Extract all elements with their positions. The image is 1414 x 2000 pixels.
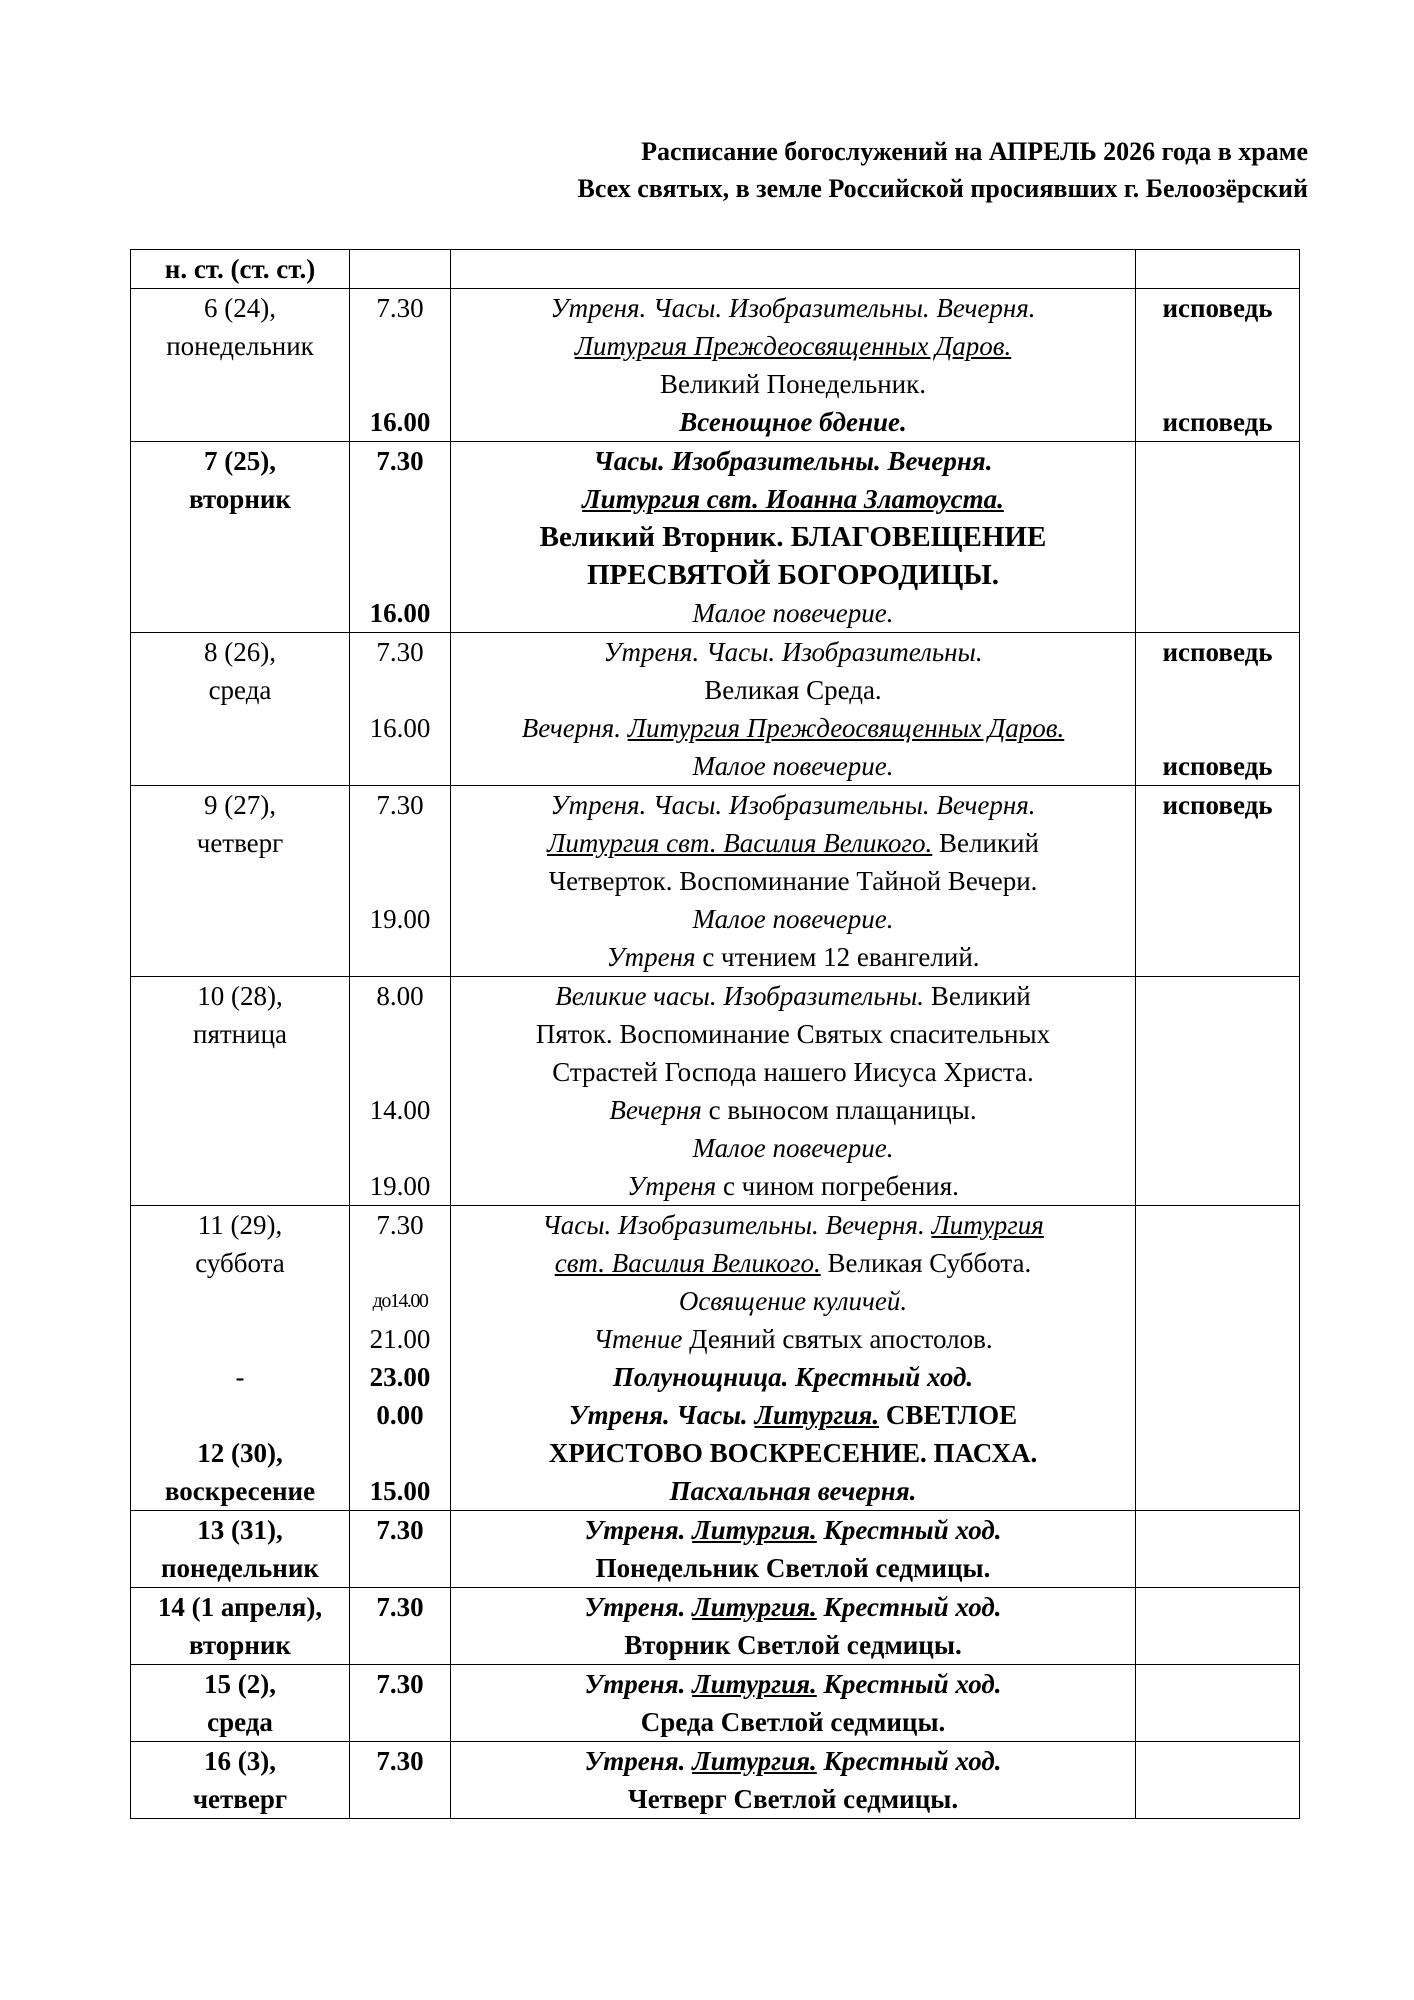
service-cell: [451, 1588, 1136, 1665]
time-line: [350, 862, 450, 900]
service-text: Утреня: [606, 942, 696, 972]
service-text: Часы. Изобразительны. Вечерня.: [593, 446, 993, 476]
service-text: Малое повечерие.: [692, 904, 894, 934]
service-text: Утреня. Часы. Изобразительны. Вечерня.: [550, 293, 1036, 323]
note-line: [1136, 1549, 1299, 1587]
note-cell: [1136, 1588, 1300, 1665]
time-line: до14.00: [372, 1290, 428, 1312]
note-line: [1136, 824, 1299, 862]
date-line: пятница: [193, 1019, 287, 1049]
service-text: Часы. Изобразительны. Вечерня.: [542, 1210, 932, 1240]
note-line: [1136, 1396, 1299, 1434]
time-line: 7.30: [376, 1515, 424, 1545]
date-line: 14 (1 апреля),: [157, 1592, 323, 1622]
time-line: [350, 556, 450, 594]
service-text: Крестный ход.: [816, 1515, 1002, 1545]
date-line: [131, 1053, 349, 1091]
date-line: 15 (2),: [204, 1669, 276, 1699]
note-line: [1136, 1206, 1299, 1244]
service-text: Великие часы. Изобразительны.: [555, 981, 925, 1011]
service-line: [451, 1434, 1135, 1472]
note-line: [1136, 1167, 1299, 1205]
service-line: [451, 1053, 1135, 1091]
note-line: [1136, 594, 1299, 632]
date-cell: [131, 1206, 350, 1511]
date-line: [131, 1320, 349, 1358]
note-cell: [1136, 1742, 1300, 1819]
note-line: [1136, 1472, 1299, 1510]
service-text: Полунощница. Крестный ход.: [612, 1362, 974, 1392]
time-line: [350, 480, 450, 518]
table-row: [131, 1742, 1300, 1819]
schedule-title: [577, 133, 1308, 207]
service-line: [451, 1742, 1135, 1780]
service-text: Освящение куличей.: [678, 1286, 908, 1316]
date-line: суббота: [195, 1248, 285, 1278]
note-line: [1136, 1091, 1299, 1129]
time-line: [350, 365, 450, 403]
time-line: 0.00: [376, 1400, 424, 1430]
service-cell: [451, 786, 1136, 977]
time-cell: [350, 1588, 451, 1665]
service-line: [451, 1396, 1135, 1434]
time-line: [350, 518, 450, 556]
date-cell: [131, 442, 350, 633]
time-cell: [350, 786, 451, 977]
note-line: [1136, 480, 1299, 518]
schedule-table: [130, 249, 1300, 1819]
date-cell: [131, 1588, 350, 1665]
time-line: [350, 1434, 450, 1472]
time-line: 7.30: [376, 637, 424, 667]
date-line: [131, 900, 349, 938]
note-line: [1136, 365, 1299, 403]
date-line: [131, 862, 349, 900]
service-line: [451, 1358, 1135, 1396]
date-line: [131, 518, 349, 556]
service-text: Литургия свт. Иоанна Златоуста.: [582, 484, 1004, 514]
date-line: четверг: [192, 1784, 288, 1814]
time-line: 16.00: [369, 598, 431, 628]
note-cell: [1136, 442, 1300, 633]
service-cell: [451, 633, 1136, 786]
service-text: Литургия Преждеосвященных Даров.: [627, 713, 1065, 743]
date-line: [131, 747, 349, 785]
time-cell: [350, 1206, 451, 1511]
service-text: Утреня.: [584, 1515, 693, 1545]
date-line: [131, 1091, 349, 1129]
service-line: [451, 1703, 1135, 1741]
time-line: [350, 938, 450, 976]
service-text: Вечерня: [609, 1095, 702, 1125]
title-line-1: Расписание богослужений на АПРЕЛЬ 2026 года в храме: [641, 137, 1308, 166]
service-text: Утреня. Часы.: [568, 1400, 755, 1430]
time-cell: [350, 442, 451, 633]
note-line: [1136, 1434, 1299, 1472]
service-line: [451, 403, 1135, 441]
date-line: [131, 365, 349, 403]
date-cell: [131, 786, 350, 977]
service-line: [451, 480, 1135, 518]
date-cell: [131, 289, 350, 442]
note-line: [1136, 1665, 1299, 1703]
table-row: [131, 1511, 1300, 1588]
service-line: [451, 365, 1135, 403]
service-line: [451, 1549, 1135, 1587]
date-line: вторник: [188, 484, 291, 514]
service-text: Утреня.: [584, 1669, 693, 1699]
note-line: [1136, 1015, 1299, 1053]
note-cell: [1136, 977, 1300, 1206]
service-line: [451, 747, 1135, 785]
table-row: [131, 1588, 1300, 1665]
date-line: [131, 403, 349, 441]
note-line: [1136, 977, 1299, 1015]
service-text: Среда Светлой седмицы.: [640, 1707, 946, 1737]
date-cell: [131, 1665, 350, 1742]
note-line: [1136, 1703, 1299, 1741]
service-line: [451, 442, 1135, 480]
time-cell: [350, 633, 451, 786]
service-text: Литургия.: [692, 1746, 817, 1776]
service-line: [451, 633, 1135, 671]
date-line: 12 (30),: [197, 1438, 283, 1468]
note-cell: [1136, 1206, 1300, 1511]
time-cell: [350, 289, 451, 442]
note-line: [1136, 1511, 1299, 1549]
service-line: [451, 1665, 1135, 1703]
table-row: [131, 442, 1300, 633]
service-text: Малое повечерие.: [692, 751, 894, 781]
date-line: 16 (3),: [204, 1746, 276, 1776]
time-line: 7.30: [376, 1669, 424, 1699]
service-text: Крестный ход.: [816, 1592, 1002, 1622]
time-line: 8.00: [376, 981, 424, 1011]
time-line: [350, 1244, 450, 1282]
time-line: [350, 1549, 450, 1587]
service-line: [451, 671, 1135, 709]
date-line: 11 (29),: [197, 1210, 283, 1240]
time-line: [350, 1015, 450, 1053]
date-line: 7 (25),: [204, 446, 276, 476]
time-line: 7.30: [376, 446, 424, 476]
date-line: [131, 938, 349, 976]
service-text: Литургия.: [754, 1400, 880, 1430]
time-line: 7.30: [376, 1592, 424, 1622]
date-line: 13 (31),: [197, 1515, 283, 1545]
table-row: [131, 1665, 1300, 1742]
service-text: Понедельник Светлой седмицы.: [595, 1553, 991, 1583]
date-line: вторник: [188, 1630, 291, 1660]
service-text: Великий Понедельник.: [659, 369, 927, 399]
time-line: 14.00: [369, 1095, 431, 1125]
service-text: Утреня. Часы. Изобразительны.: [603, 637, 983, 667]
note-line: [1136, 1588, 1299, 1626]
time-cell: [350, 1742, 451, 1819]
date-cell: [131, 977, 350, 1206]
service-line: [451, 1282, 1135, 1320]
service-line: [451, 556, 1135, 594]
note-line: [1136, 518, 1299, 556]
service-line: [451, 1206, 1135, 1244]
table-row: [131, 786, 1300, 977]
header-service-cell: [451, 250, 1136, 289]
service-text: Литургия.: [692, 1592, 817, 1622]
note-line: [1136, 938, 1299, 976]
date-line: [131, 1167, 349, 1205]
service-text: с чтением 12 евангелий.: [695, 942, 980, 972]
date-line: среда: [207, 1707, 273, 1737]
note-line: [1136, 671, 1299, 709]
note-cell: [1136, 1665, 1300, 1742]
service-text: Утреня.: [584, 1746, 693, 1776]
time-line: 7.30: [376, 1746, 424, 1776]
date-line: среда: [208, 675, 272, 705]
time-line: 16.00: [369, 407, 431, 437]
service-line: [451, 1511, 1135, 1549]
date-cell: [131, 1742, 350, 1819]
service-line: [451, 1167, 1135, 1205]
date-line: четверг: [196, 828, 284, 858]
service-line: [451, 1129, 1135, 1167]
header-date-cell: н. ст. (ст. ст.): [131, 250, 350, 289]
service-text: Четверток. Воспоминание Тайной Вечери.: [548, 866, 1038, 896]
service-line: [451, 938, 1135, 976]
note-line: исповедь: [1162, 790, 1273, 820]
service-text: Литургия.: [692, 1515, 817, 1545]
service-line: [451, 327, 1135, 365]
time-line: [350, 824, 450, 862]
time-cell: [350, 977, 451, 1206]
date-cell: [131, 633, 350, 786]
note-line: [1136, 327, 1299, 365]
table-row: [131, 977, 1300, 1206]
service-text: Великая Суббота.: [820, 1248, 1032, 1278]
service-line: [451, 1588, 1135, 1626]
service-line: [451, 518, 1135, 556]
service-text: Вечерня.: [521, 713, 628, 743]
service-line: [451, 824, 1135, 862]
service-text: Великий: [924, 981, 1031, 1011]
table-header-row: [131, 250, 1300, 289]
time-cell: [350, 1511, 451, 1588]
note-line: исповедь: [1162, 637, 1273, 667]
note-line: [1136, 1780, 1299, 1818]
time-line: 19.00: [369, 904, 431, 934]
service-cell: [451, 1742, 1136, 1819]
date-line: [131, 594, 349, 632]
service-text: Малое повечерие.: [692, 598, 894, 628]
service-line: [451, 1015, 1135, 1053]
time-line: 15.00: [369, 1476, 431, 1506]
date-line: [131, 556, 349, 594]
service-text: Утреня: [627, 1171, 717, 1201]
note-line: [1136, 1053, 1299, 1091]
note-line: [1136, 1282, 1299, 1320]
note-line: [1136, 1626, 1299, 1664]
time-cell: [350, 1665, 451, 1742]
service-line: [451, 862, 1135, 900]
time-line: [350, 1129, 450, 1167]
date-line: 9 (27),: [204, 790, 276, 820]
note-line: [1136, 862, 1299, 900]
date-line: [131, 1396, 349, 1434]
time-line: [350, 1053, 450, 1091]
service-text: Утреня. Часы. Изобразительны. Вечерня.: [550, 790, 1036, 820]
service-text: Малое повечерие.: [692, 1133, 894, 1163]
header-note-cell: [1136, 250, 1300, 289]
time-line: [350, 327, 450, 365]
service-line: [451, 977, 1135, 1015]
date-line: 6 (24),: [204, 293, 276, 323]
date-cell: [131, 1511, 350, 1588]
time-line: [350, 1703, 450, 1741]
service-text: СВЕТЛОЕ: [879, 1400, 1018, 1430]
service-cell: [451, 1511, 1136, 1588]
service-line: [451, 289, 1135, 327]
service-line: [451, 1320, 1135, 1358]
date-line: 8 (26),: [204, 637, 276, 667]
service-cell: [451, 1206, 1136, 1511]
note-line: [1136, 1358, 1299, 1396]
time-line: 23.00: [369, 1362, 431, 1392]
service-text: Великий Вторник. БЛАГОВЕЩЕНИЕ: [539, 521, 1047, 553]
note-line: исповедь: [1162, 407, 1273, 437]
note-line: [1136, 1244, 1299, 1282]
note-line: [1136, 709, 1299, 747]
service-text: Четверг Светлой седмицы.: [627, 1784, 959, 1814]
time-line: 7.30: [376, 1210, 424, 1240]
service-text: Пасхальная вечерня.: [669, 1476, 917, 1506]
service-line: [451, 786, 1135, 824]
time-line: [350, 1780, 450, 1818]
time-line: [350, 747, 450, 785]
note-cell: [1136, 1511, 1300, 1588]
service-line: [451, 1780, 1135, 1818]
note-line: [1136, 900, 1299, 938]
note-cell: [1136, 633, 1300, 786]
service-line: [451, 1472, 1135, 1510]
note-line: [1136, 1742, 1299, 1780]
service-text: Вторник Светлой седмицы.: [624, 1630, 962, 1660]
service-text: Всенощное бдение.: [679, 407, 907, 437]
service-text: Страстей Господа нашего Иисуса Христа.: [552, 1057, 1034, 1087]
service-line: [451, 709, 1135, 747]
service-text: Великая Среда.: [704, 675, 882, 705]
service-line: [451, 1244, 1135, 1282]
date-line: [131, 1282, 349, 1320]
time-line: 16.00: [369, 713, 431, 743]
service-text: свт. Василия Великого.: [554, 1248, 821, 1278]
service-text: Утреня.: [584, 1592, 693, 1622]
date-line: понедельник: [161, 1553, 319, 1583]
table-row: [131, 1206, 1300, 1511]
date-line: [131, 1129, 349, 1167]
service-line: [451, 900, 1135, 938]
service-line: [451, 1626, 1135, 1664]
time-line: [350, 1626, 450, 1664]
note-line: [1136, 556, 1299, 594]
time-line: 19.00: [369, 1171, 431, 1201]
service-text: Литургия.: [692, 1669, 817, 1699]
note-cell: [1136, 786, 1300, 977]
service-text: Пяток. Воспоминание Святых спасительных: [535, 1019, 1051, 1049]
date-line: понедельник: [166, 331, 314, 361]
service-text: Литургия свт. Василия Великого.: [547, 828, 933, 858]
time-line: 7.30: [376, 790, 424, 820]
service-text: ХРИСТОВО ВОСКРЕСЕНИЕ. ПАСХА.: [548, 1438, 1038, 1468]
date-line: [131, 709, 349, 747]
time-line: 7.30: [376, 293, 424, 323]
note-line: [1136, 442, 1299, 480]
service-text: Литургия: [931, 1210, 1044, 1240]
date-line: воскресение: [164, 1476, 316, 1506]
header-time-cell: [350, 250, 451, 289]
service-cell: [451, 1665, 1136, 1742]
service-text: Крестный ход.: [816, 1669, 1002, 1699]
table-row: [131, 289, 1300, 442]
note-line: исповедь: [1162, 751, 1273, 781]
note-line: исповедь: [1162, 293, 1273, 323]
service-text: с чином погребения.: [716, 1171, 959, 1201]
service-text: Деяний святых апостолов.: [682, 1324, 993, 1354]
service-line: [451, 1091, 1135, 1129]
table-row: [131, 633, 1300, 786]
service-text: Великий: [932, 828, 1039, 858]
service-cell: [451, 289, 1136, 442]
title-line-2: Всех святых, в земле Российской просиявших г. Белоозёрский: [577, 174, 1308, 203]
date-line: 10 (28),: [197, 981, 283, 1011]
service-text: ПРЕСВЯТОЙ БОГОРОДИЦЫ.: [587, 559, 999, 591]
service-cell: [451, 442, 1136, 633]
service-line: [451, 594, 1135, 632]
time-line: [350, 671, 450, 709]
service-text: Чтение: [593, 1324, 683, 1354]
note-cell: [1136, 289, 1300, 442]
service-text: Крестный ход.: [816, 1746, 1002, 1776]
note-line: [1136, 1320, 1299, 1358]
time-line: 21.00: [369, 1324, 431, 1354]
note-line: [1136, 1129, 1299, 1167]
date-line: -: [235, 1362, 245, 1392]
service-cell: [451, 977, 1136, 1206]
service-text: с выносом плащаницы.: [701, 1095, 977, 1125]
service-text: Литургия Преждеосвященных Даров.: [574, 331, 1012, 361]
